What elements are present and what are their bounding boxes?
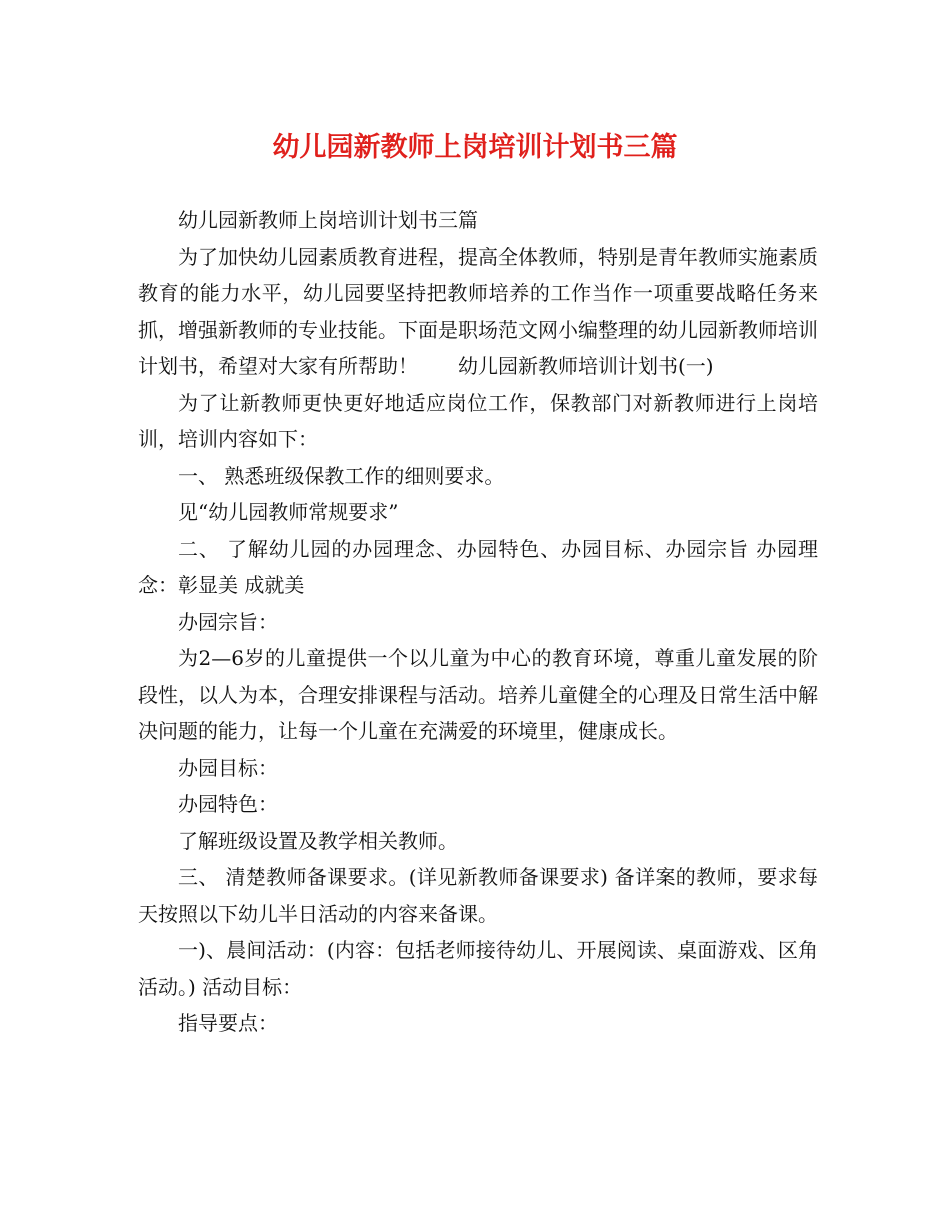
paragraph: 指导要点： — [178, 1011, 278, 1035]
paragraph: 幼儿园新教师上岗培训计划书三篇 — [178, 208, 478, 232]
paragraph: 为2—6岁的儿童提供一个以儿童为中心的教育环境，尊重儿童发展的阶段性，以人为本，合理安排课程与活动。培养儿童健全的心理及日常生活中解决问题的能力，让每一个儿童在充满爱的环境里，健康成长。 — [138, 646, 818, 743]
paragraph: 为了让新教师更快更好地适应岗位工作，保教部门对新教师进行上岗培训，培训内容如下： — [138, 390, 818, 451]
paragraph: 了解班级设置及教学相关教师。 — [178, 828, 458, 853]
paragraph: 二、 了解幼儿园的办园理念、办园特色、办园目标、办园宗旨 办园理念：彰显美 成就美 — [138, 536, 818, 597]
paragraph: 为了加快幼儿园素质教育进程，提高全体教师，特别是青年教师实施素质教育的能力水平，幼儿园要坚持把教师培养的工作当作一项重要战略任务来抓，增强新教师的专业技能。下面是职场范文网小编整理的幼儿园新教师培训计划书，希望对大家有所帮助！ 幼儿园新教师培训计划书(一) — [138, 244, 818, 378]
document-body — [138, 202, 818, 1042]
paragraph: 办园宗旨： — [178, 609, 278, 634]
paragraph: 一、 熟悉班级保教工作的细则要求。 — [178, 463, 505, 488]
paragraph: 办园目标： — [178, 755, 278, 780]
paragraph: 办园特色： — [178, 792, 278, 816]
document-title: 幼儿园新教师上岗培训计划书三篇 — [272, 132, 678, 163]
paragraph: 三、 清楚教师备课要求。(详见新教师备课要求) 备详案的教师，要求每天按照以下幼儿半日活动的内容来备课。 — [138, 865, 818, 926]
paragraph: 见“幼儿园教师常规要求” — [178, 500, 399, 524]
paragraph: 一)、晨间活动：(内容：包括老师接待幼儿、开展阅读、桌面游戏、区角活动。) 活动目标： — [138, 938, 818, 999]
